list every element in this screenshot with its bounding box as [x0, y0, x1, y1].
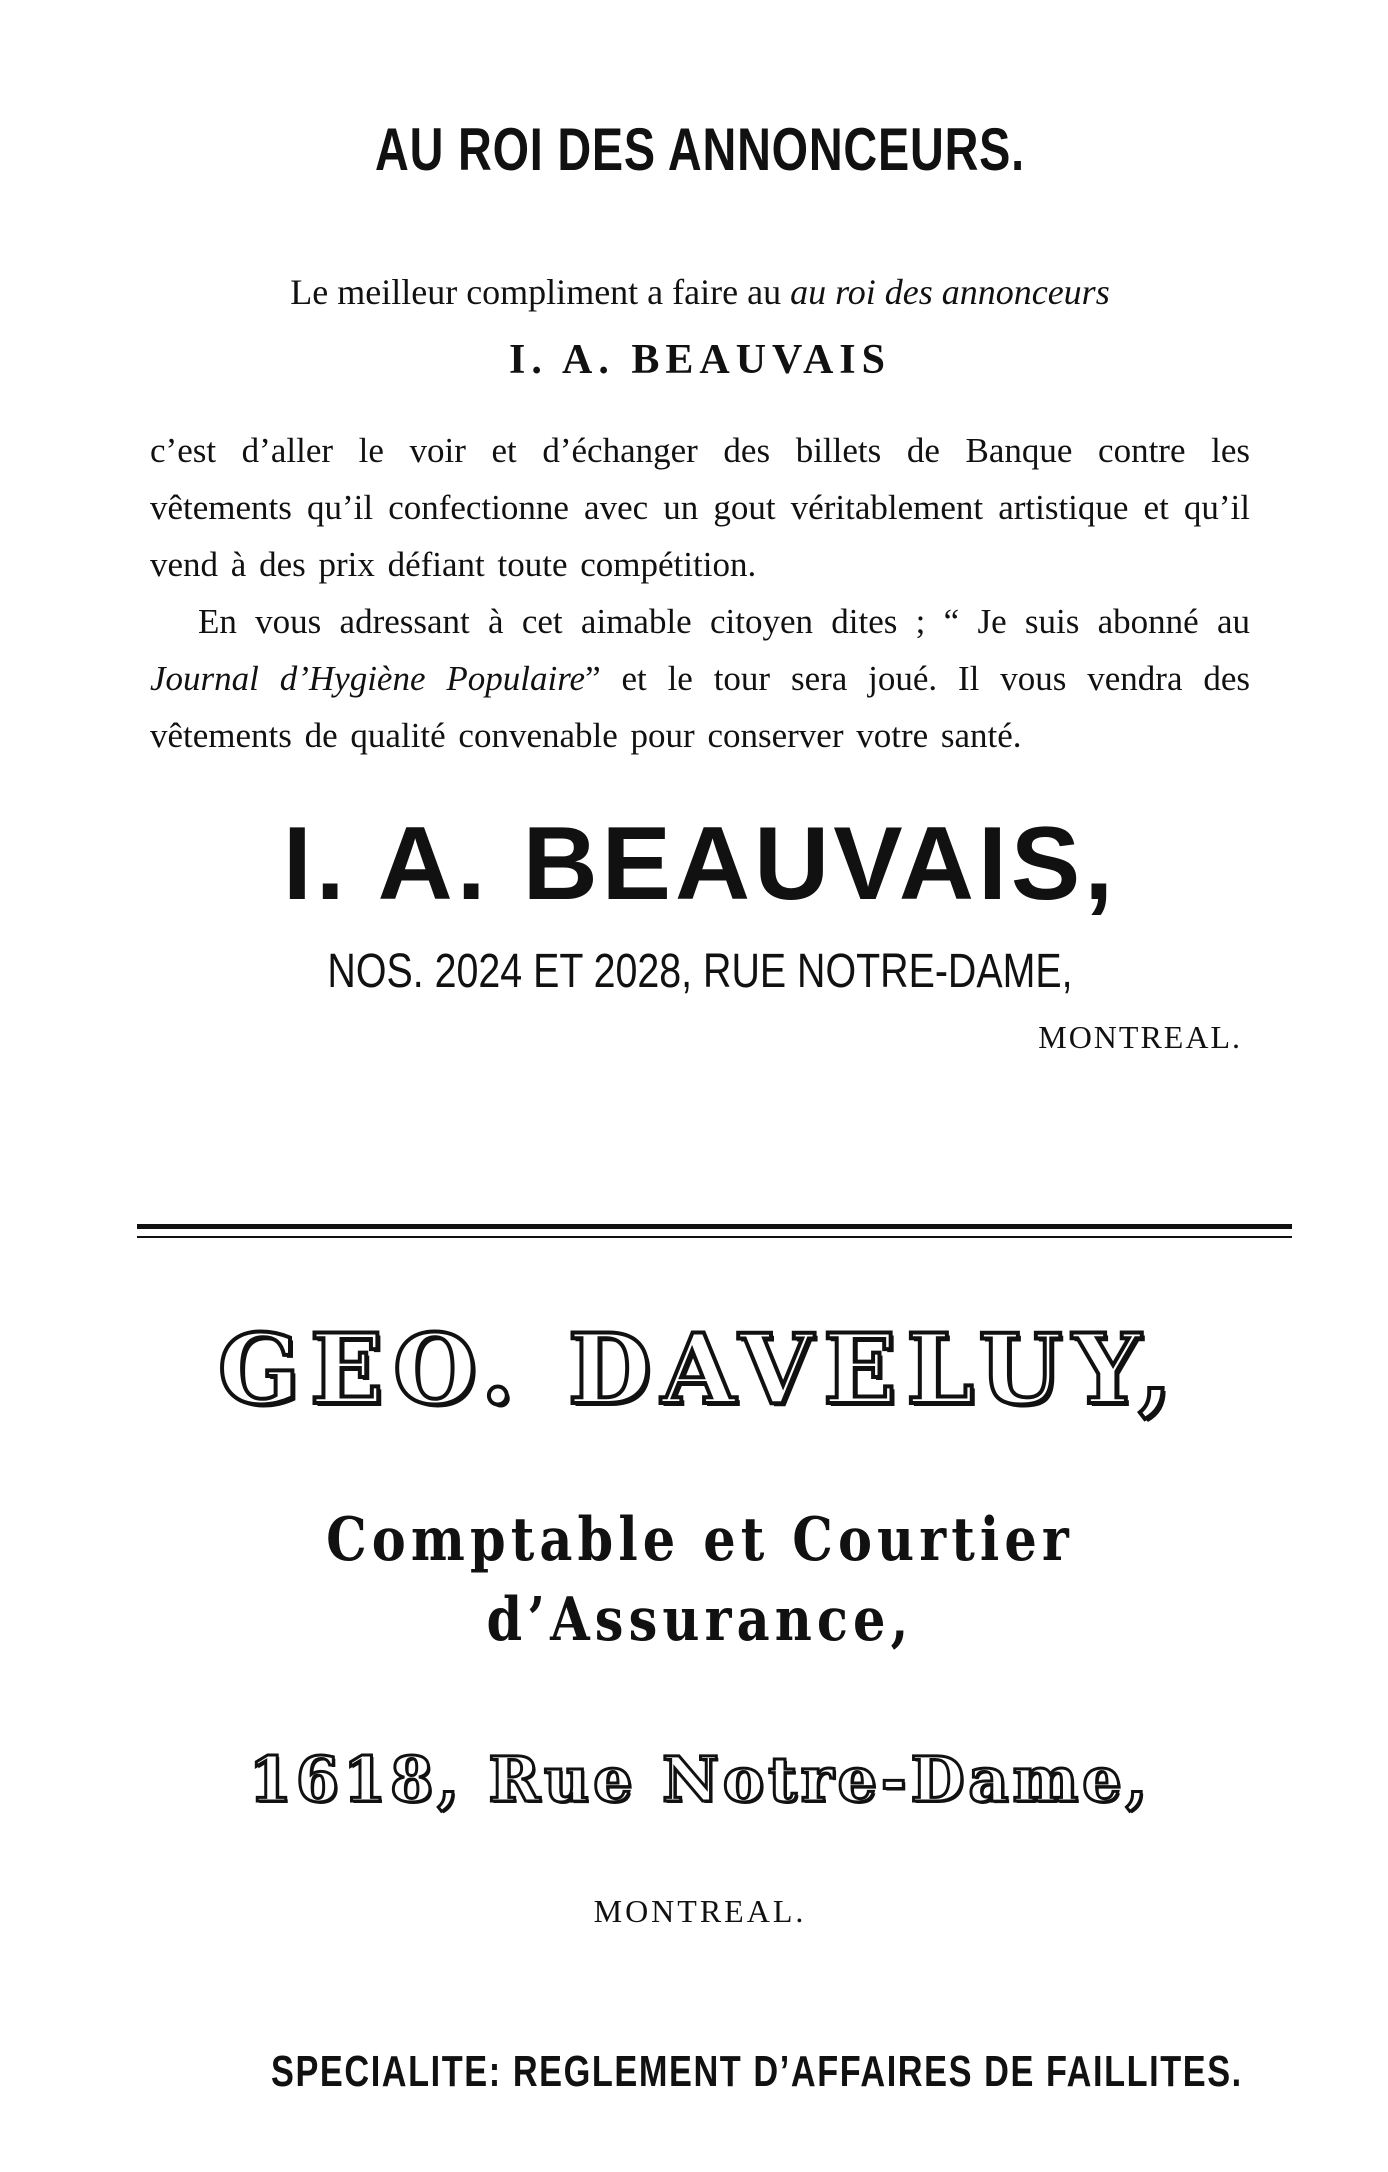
body-paragraph: c’est d’aller le voir et d’échanger des billets de Banque contre les vêtements qu’il confectionne avec un gout véritablement artistique et qu’il vend à des prix défiant toute compétition. — [150, 431, 1250, 584]
merchant-city: MONTREAL. — [1038, 1019, 1242, 1055]
daveluy-advertisement — [150, 1310, 1250, 2102]
journal-title: Journal d’Hygiène Populaire — [150, 659, 586, 698]
divider-thick — [137, 1224, 1292, 1229]
divider-thin — [137, 1236, 1292, 1238]
body-paragraph — [150, 593, 1250, 764]
advert-body — [150, 422, 1250, 764]
paragraph-text: En vous adressant à cet aimable citoyen dites ; “ Je suis abonné au — [198, 602, 1250, 641]
specialty-line: SPECIALITE: REGLEMENT D’AFFAIRES DE FAILLITES. — [271, 2047, 1243, 2096]
intro-text: Le meilleur compliment a faire au — [290, 272, 791, 312]
intro-italic: au roi des annonceurs — [790, 272, 1110, 312]
beauvais-advertisement — [150, 110, 1250, 1058]
accountant-name: GEO. DAVELUY, — [218, 1313, 1182, 1426]
headline: AU ROI DES ANNONCEURS. — [375, 116, 1025, 183]
accountant-title: Comptable et Courtier d’Assurance, — [326, 1505, 1074, 1655]
merchant-name-small: I. A. BEAUVAIS — [509, 337, 891, 383]
paragraph-text: ” et le tour sera joué. Il vous vendra des vêtements de qualité convenable pour conserver votre santé. — [150, 659, 1251, 755]
accountant-city: MONTREAL. — [593, 1893, 807, 1929]
accountant-address: 1618, Rue Notre-Dame, — [248, 1743, 1152, 1816]
merchant-name-large: I. A. BEAUVAIS, — [282, 806, 1118, 922]
merchant-address: NOS. 2024 ET 2028, RUE NOTRE-DAME, — [327, 945, 1073, 998]
intro-line — [150, 270, 1250, 314]
